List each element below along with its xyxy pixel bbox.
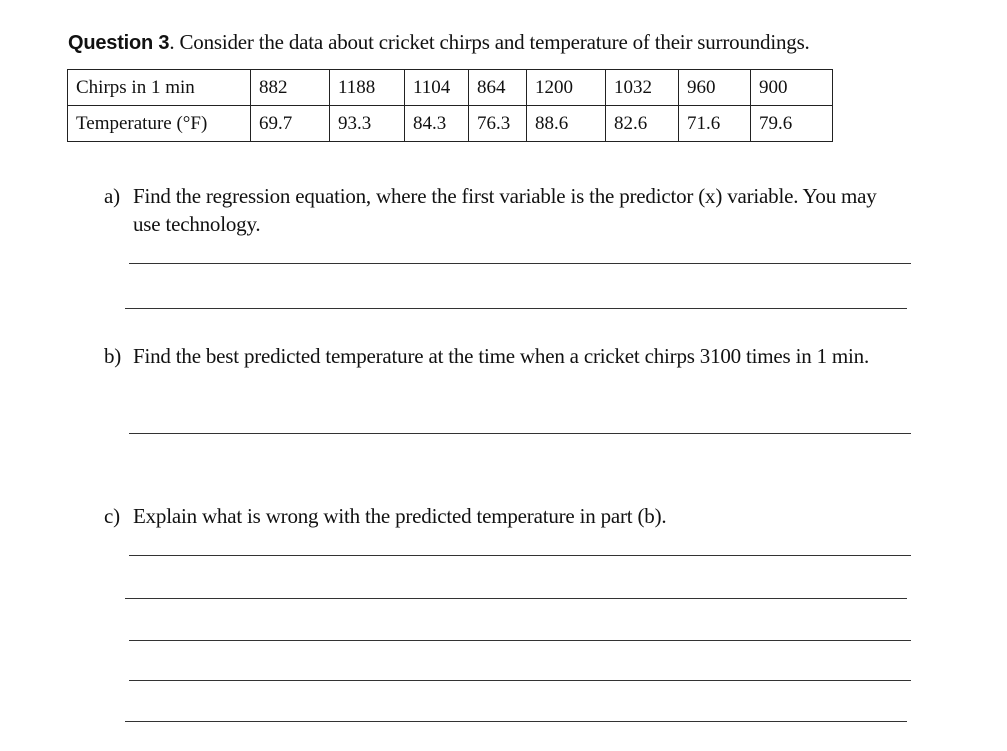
part-b-text: Find the best predicted temperature at the time when a cricket chirps 3100 times in 1 min.: [133, 344, 870, 368]
part-b: [104, 342, 984, 370]
table-cell: 1032: [606, 70, 679, 106]
table-cell: 93.3: [330, 106, 405, 142]
answer-line-a2: [125, 308, 907, 309]
answer-line-c3: [129, 640, 911, 641]
table-cell: 1200: [527, 70, 606, 106]
table-cell: 864: [469, 70, 527, 106]
table-cell: 1188: [330, 70, 405, 106]
table-cell: 900: [751, 70, 833, 106]
part-a: [104, 182, 894, 238]
table-cell: 1104: [405, 70, 469, 106]
answer-line-c1: [129, 555, 911, 556]
table-cell: 79.6: [751, 106, 833, 142]
question-intro: . Consider the data about cricket chirps and temperature of their surroundings.: [169, 30, 810, 54]
answer-line-c5: [125, 721, 907, 722]
answer-line-c2: [125, 598, 907, 599]
table-cell: 71.6: [679, 106, 751, 142]
table-row-chirps: [68, 70, 833, 106]
table-cell: 882: [251, 70, 330, 106]
part-a-text: Find the regression equation, where the first variable is the predictor (x) variable. You may use technology.: [133, 184, 877, 236]
table-cell: 88.6: [527, 106, 606, 142]
answer-line-c4: [129, 680, 911, 681]
data-table: [67, 69, 833, 142]
part-a-marker: a): [104, 184, 120, 208]
table-cell: 84.3: [405, 106, 469, 142]
row-header-temperature: Temperature (°F): [68, 106, 251, 142]
question-number: Question 3: [68, 32, 170, 54]
answer-line-b1: [129, 433, 911, 434]
table-cell: 69.7: [251, 106, 330, 142]
part-c-marker: c): [104, 504, 120, 528]
part-c: [104, 502, 904, 530]
table-cell: 82.6: [606, 106, 679, 142]
answer-line-a1: [129, 263, 911, 264]
table-cell: 76.3: [469, 106, 527, 142]
table-row-temperature: [68, 106, 833, 142]
table-cell: 960: [679, 70, 751, 106]
part-c-text: Explain what is wrong with the predicted temperature in part (b).: [133, 504, 667, 528]
row-header-chirps: Chirps in 1 min: [68, 70, 251, 106]
question-heading: [68, 30, 810, 55]
part-b-marker: b): [104, 344, 122, 368]
